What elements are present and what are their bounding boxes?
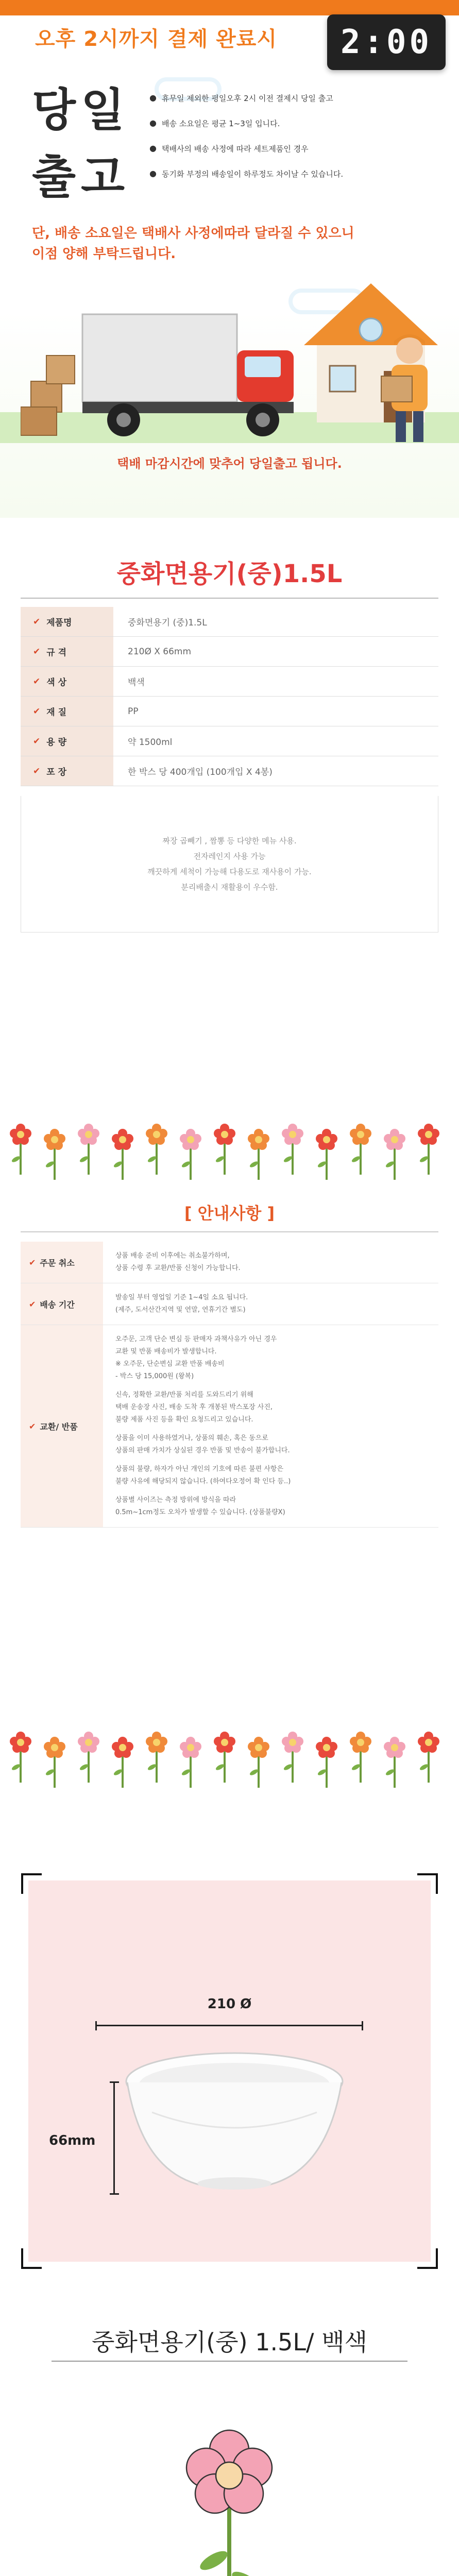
bullet-icon: ● (149, 118, 157, 128)
height-measure-line (113, 2081, 115, 2195)
guide-row (21, 1242, 438, 1283)
digital-clock (327, 14, 446, 70)
divider (21, 1231, 438, 1232)
divider (21, 598, 438, 599)
flower-icon (179, 1736, 202, 1790)
flower-icon (213, 1123, 236, 1177)
spec-key: ✔ 포 장 (21, 756, 113, 786)
spec-value: PP (128, 706, 139, 717)
shipping-note: ● 택배사의 배송 사정에 따라 세트제품인 경우 (149, 143, 309, 154)
flower-icon (111, 1128, 134, 1182)
divider (52, 2361, 407, 2362)
check-icon: ✔ (29, 1257, 36, 1267)
guide-table (21, 1242, 438, 1528)
bullet-icon: ● (149, 93, 157, 103)
check-icon: ✔ (29, 1299, 36, 1309)
dimension-caption: 중화면용기(중) 1.5L/ 백색 (92, 2328, 367, 2356)
dimension-section (0, 1844, 459, 2391)
spec-value: 백색 (128, 677, 145, 688)
flower-icon (247, 1736, 270, 1790)
flower-icon (417, 1123, 440, 1177)
corner-bracket (417, 2248, 438, 2269)
check-icon: ✔ (33, 706, 41, 717)
flower-icon (315, 1736, 338, 1790)
shipping-notes (149, 93, 447, 194)
hero-subtext: 이점 양해 부탁드립니다. (32, 246, 176, 262)
hero-subtext: 단, 배송 소요일은 택배사 사정에따라 달라질 수 있으니 (32, 226, 354, 241)
spec-key: ✔ 용 량 (21, 726, 113, 756)
flower-icon (417, 1731, 440, 1785)
flower-icon (349, 1123, 372, 1177)
spec-value: 중화면용기 (중)1.5L (128, 618, 207, 628)
guide-value (103, 1242, 438, 1283)
same-day-shipping-banner (0, 0, 459, 518)
bullet-icon: ● (149, 168, 157, 178)
white-bowl-image (121, 2045, 348, 2200)
product-description-box (21, 796, 438, 933)
spec-value: 210Ø X 66mm (128, 646, 192, 657)
shipping-note: ● 동기화 부정의 배송일이 하루정도 차이날 수 있습니다. (149, 168, 344, 179)
guide-key: ✔ 주문 취소 (21, 1242, 103, 1283)
courier-person-icon (371, 330, 448, 448)
flower-icon (247, 1128, 270, 1182)
guide-paragraph: 상품별 사이즈는 측정 방위에 방식을 따라 0.5m~1cm정도 오차가 발생할 수 있습니다. (상품불량X) (115, 1496, 285, 1516)
flower-icon (9, 1731, 32, 1785)
corner-bracket (417, 1873, 438, 1894)
guide-key: ✔ 교환/ 반품 (21, 1325, 103, 1527)
flower-icon (43, 1128, 66, 1182)
flower-icon (315, 1128, 338, 1182)
delivery-truck-icon (21, 304, 309, 443)
guide-row (21, 1283, 438, 1325)
shipping-note: ● 배송 소요일은 평균 1~3일 입니다. (149, 118, 280, 128)
hero-title-line1: 당일 (32, 83, 130, 137)
flower-icon (383, 1128, 406, 1182)
check-icon: ✔ (33, 766, 41, 776)
hero-footer-note: 택배 마감시간에 맞추어 당일출고 됩니다. (117, 456, 342, 471)
dimension-card (28, 1880, 431, 2262)
spec-value: 한 박스 당 400개입 (100개입 X 4봉) (128, 767, 273, 777)
guide-key: ✔ 배송 기간 (21, 1283, 103, 1325)
guide-paragraph: 신속, 정확한 교환/반품 처리를 도와드리기 위해 택배 운송장 사진, 배송 도착 후 개봉된 박스포장 사진, 불량 제품 사진 등을 확인 요청드리고 있습니다. (115, 1391, 273, 1423)
guide-paragraph: 발송일 부터 영업일 기준 1~4일 소요 됩니다. (제주, 도서산간지역 및 연말, 연휴기간 별도) (115, 1294, 248, 1314)
clock-digits: 2:00 (340, 23, 433, 61)
flower-icon (77, 1731, 100, 1785)
size-compare-section (0, 2411, 459, 2576)
flower-icon (77, 1123, 100, 1177)
spec-row (21, 637, 438, 667)
product-description: 짜장 곱빼기 , 짬뽕 등 다양한 메뉴 사용. 전자레인지 사용 가능 깨끗하게 세척이 가능해 다용도로 재사용이 가능. 분리배출시 재활용이 우수함. (147, 836, 312, 892)
flower-icon (281, 1123, 304, 1177)
shipping-note: ● 휴무일 제외한 평일오후 2시 이전 결제시 당일 출고 (149, 93, 333, 103)
spec-row (21, 667, 438, 697)
top-accent-bar (0, 0, 459, 15)
spec-row (21, 756, 438, 786)
guide-paragraph: 상품의 불량, 하자가 아닌 개인의 기호에 따른 불편 사항은 불량 사유에 해당되지 않습니다. (하여다오정어 확 인다 등..) (115, 1465, 291, 1485)
flower-icon (111, 1736, 134, 1790)
spec-key: ✔ 재 질 (21, 697, 113, 726)
flower-decoration-row (0, 1731, 459, 1788)
flower-icon (145, 1731, 168, 1785)
width-label: 210 Ø (207, 1996, 252, 2012)
height-label: 66mm (49, 2133, 96, 2148)
spec-table (21, 607, 438, 786)
bullet-icon: ● (149, 143, 157, 153)
guide-paragraph: 오주문, 고객 단순 변심 등 판매자 과책사유가 아닌 경우 교환 및 반품 배송비가 발생합니다. ※ 오주문, 단순변심 교환 반품 배송비 - 박스 당 15,000원 (왕복) (115, 1335, 277, 1380)
spec-key: ✔ 규 격 (21, 637, 113, 666)
flower-icon (145, 1123, 168, 1177)
guide-paragraph: 상품 배송 준비 이후에는 취소불가하며, 상품 수령 후 교환/반품 신청이 가능합니다. (115, 1252, 241, 1272)
guide-row (21, 1325, 438, 1528)
check-icon: ✔ (29, 1421, 36, 1431)
guide-value (103, 1325, 438, 1527)
check-icon: ✔ (33, 676, 41, 687)
pink-flower-icon (178, 2427, 281, 2576)
product-title: 중화면용기(중)1.5L (116, 560, 343, 588)
flower-icon (281, 1731, 304, 1785)
check-icon: ✔ (33, 736, 41, 747)
guide-paragraph: 상품을 이미 사용하였거나, 상품의 훼손, 혹은 동으로 상품의 판매 가치가 상실된 경우 반품 및 반송이 불가합니다. (115, 1434, 290, 1454)
flower-icon (383, 1736, 406, 1790)
guide-value (103, 1283, 438, 1325)
flower-decoration-row (0, 1123, 459, 1180)
flower-icon (213, 1731, 236, 1785)
hero-title-line2: 출고 (32, 150, 130, 204)
corner-bracket (21, 2248, 42, 2269)
check-icon: ✔ (33, 616, 41, 627)
flower-icon (9, 1123, 32, 1177)
deadline-text: 오후 2시까지 결제 완료시 (35, 27, 278, 51)
check-icon: ✔ (33, 646, 41, 657)
flower-icon (43, 1736, 66, 1790)
spec-key: ✔ 제품명 (21, 607, 113, 636)
spec-row (21, 697, 438, 726)
width-measure-line (95, 2025, 363, 2026)
spec-row (21, 607, 438, 637)
spec-key: ✔ 색 상 (21, 667, 113, 696)
corner-bracket (21, 1873, 42, 1894)
spec-row (21, 726, 438, 756)
flower-icon (349, 1731, 372, 1785)
spec-value: 약 1500ml (128, 737, 173, 748)
guide-title: [ 안내사항 ] (184, 1204, 275, 1223)
flower-icon (179, 1128, 202, 1182)
